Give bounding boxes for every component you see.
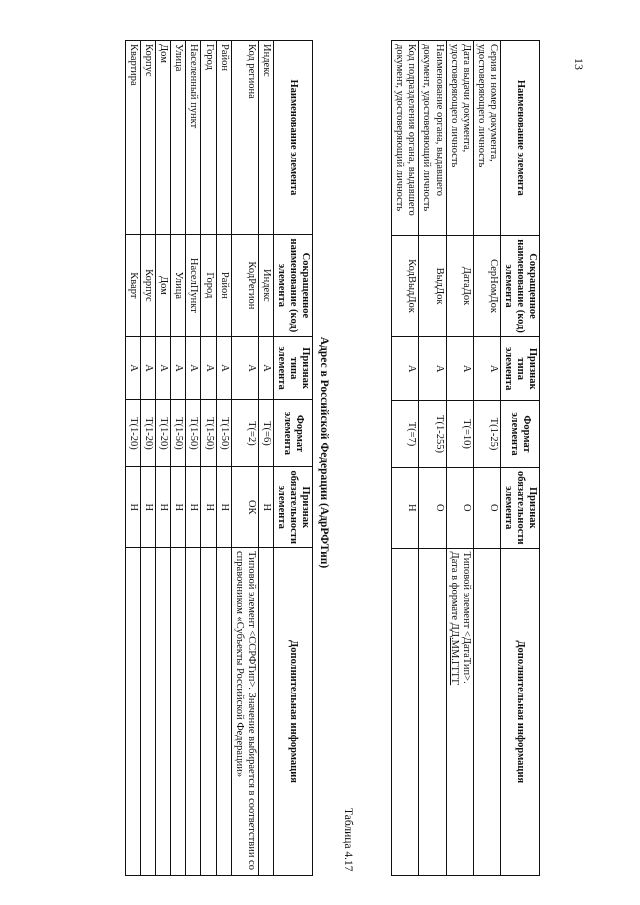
header-additional-info: Дополнительная информация: [500, 548, 539, 875]
header-element-type: Признак типа элемента: [500, 337, 539, 400]
cell-type: А: [258, 336, 273, 400]
cell-required: О: [473, 468, 500, 549]
documents-table: [391, 40, 540, 876]
cell-format: T(1-50): [201, 400, 216, 467]
cell-code: ДатаДок: [446, 235, 473, 337]
table-row: [473, 41, 500, 876]
table-row: [126, 41, 141, 876]
header-element-code: Сокращенное наименование (код) элемента: [500, 235, 539, 337]
table-number-label: Таблица 4.17: [342, 808, 354, 872]
date-format-text: ДД.ММ.ГГГГ: [448, 622, 460, 686]
header-element-required: Признак обязательности элемента: [273, 467, 312, 548]
info-line: Типовой элемент <ДатаТип>.: [460, 551, 472, 684]
cell-format: T(=2): [231, 400, 258, 467]
cell-info: [126, 548, 141, 876]
table-row: [392, 41, 419, 876]
cell-code: КодРегион: [231, 234, 258, 336]
cell-code: ВыдДок: [419, 235, 446, 337]
cell-format: T(1-20): [156, 400, 171, 467]
cell-name: Код подразделения органа, выдавшего документ, удостоверяющий личность: [392, 41, 419, 236]
cell-format: T(1-50): [186, 400, 201, 467]
cell-info: Типовой элемент <ССРФТип>. Значение выбирается в соответствии со справочником «Субъекты Российской Федерации»: [231, 548, 258, 876]
cell-code: Улица: [171, 234, 186, 336]
cell-format: T(=10): [446, 400, 473, 467]
header-element-format: Формат элемента: [500, 400, 539, 467]
cell-info: [258, 548, 273, 876]
table-row: [171, 41, 186, 876]
address-table: [125, 40, 313, 876]
header-element-type: Признак типа элемента: [273, 336, 312, 400]
cell-name: Населенный пункт: [186, 41, 201, 235]
cell-name: Район: [216, 41, 231, 235]
cell-format: T(1-20): [141, 400, 156, 467]
cell-type: А: [141, 336, 156, 400]
header-element-name: Наименование элемента: [500, 41, 539, 236]
cell-format: T(1-20): [126, 400, 141, 467]
cell-name: Индекс: [258, 41, 273, 235]
header-additional-info: Дополнительная информация: [273, 548, 312, 876]
cell-code: Дом: [156, 234, 171, 336]
cell-required: Н: [186, 467, 201, 548]
cell-info: [171, 548, 186, 876]
header-element-format: Формат элемента: [273, 400, 312, 467]
cell-format: T(1-255): [419, 400, 446, 467]
cell-name: Дом: [156, 41, 171, 235]
table-row: [231, 41, 258, 876]
table-caption: Адрес в Российской Федерации (АдрРФТип): [318, 336, 330, 569]
table-row: [201, 41, 216, 876]
cell-code: Город: [201, 234, 216, 336]
cell-name: Серия и номер документа, удостоверяющего личность: [473, 41, 500, 236]
cell-required: Н: [126, 467, 141, 548]
cell-required: ОК: [231, 467, 258, 548]
cell-code: Район: [216, 234, 231, 336]
cell-type: А: [473, 337, 500, 400]
cell-required: Н: [201, 467, 216, 548]
cell-name: Наименование органа, выдавшего документ, удостоверяющий личность: [419, 41, 446, 236]
cell-type: А: [171, 336, 186, 400]
cell-type: А: [186, 336, 201, 400]
info-line: [448, 552, 460, 872]
cell-code: СерНомДок: [473, 235, 500, 337]
cell-name: Корпус: [141, 41, 156, 235]
cell-name: Улица: [171, 41, 186, 235]
cell-name: Код региона: [231, 41, 258, 235]
cell-info: [392, 548, 419, 875]
table-row: [216, 41, 231, 876]
table-row: [186, 41, 201, 876]
cell-type: А: [392, 337, 419, 400]
cell-format: T(=7): [392, 400, 419, 467]
cell-required: О: [419, 468, 446, 549]
cell-type: А: [201, 336, 216, 400]
cell-info: [201, 548, 216, 876]
header-element-required: Признак обязательности элемента: [500, 468, 539, 549]
cell-required: Н: [171, 467, 186, 548]
cell-type: А: [156, 336, 171, 400]
info-text: Дата в формате: [448, 551, 460, 623]
cell-format: T(1-50): [171, 400, 186, 467]
cell-name: Квартира: [126, 41, 141, 235]
table-row: [419, 41, 446, 876]
cell-type: А: [126, 336, 141, 400]
table-row: [258, 41, 273, 876]
cell-info: [419, 548, 446, 875]
cell-required: Н: [392, 468, 419, 549]
cell-type: А: [446, 337, 473, 400]
cell-format: T(=6): [258, 400, 273, 467]
cell-code: НаселПункт: [186, 234, 201, 336]
cell-info: [156, 548, 171, 876]
cell-code: КодВыдДок: [392, 235, 419, 337]
cell-name: Город: [201, 41, 216, 235]
table-header-row: [500, 41, 539, 876]
header-element-name: Наименование элемента: [273, 41, 312, 235]
cell-required: Н: [258, 467, 273, 548]
cell-format: T(1-25): [473, 400, 500, 467]
cell-info: [216, 548, 231, 876]
table-row: [141, 41, 156, 876]
cell-code: Кварт: [126, 234, 141, 336]
cell-info: [141, 548, 156, 876]
cell-required: Н: [156, 467, 171, 548]
cell-required: Н: [141, 467, 156, 548]
cell-type: А: [216, 336, 231, 400]
table-header-row: [273, 41, 312, 876]
page-number: 13: [572, 58, 586, 70]
cell-info: [446, 548, 473, 875]
cell-format: T(1-50): [216, 400, 231, 467]
cell-type: А: [231, 336, 258, 400]
cell-name: Дата выдачи документа, удостоверяющего личность: [446, 41, 473, 236]
header-element-code: Сокращенное наименование (код) элемента: [273, 234, 312, 336]
cell-code: Корпус: [141, 234, 156, 336]
table-row: [446, 41, 473, 876]
cell-info: [473, 548, 500, 875]
cell-required: Н: [216, 467, 231, 548]
cell-required: О: [446, 468, 473, 549]
cell-code: Индекс: [258, 234, 273, 336]
table-row: [156, 41, 171, 876]
cell-info: [186, 548, 201, 876]
cell-type: А: [419, 337, 446, 400]
